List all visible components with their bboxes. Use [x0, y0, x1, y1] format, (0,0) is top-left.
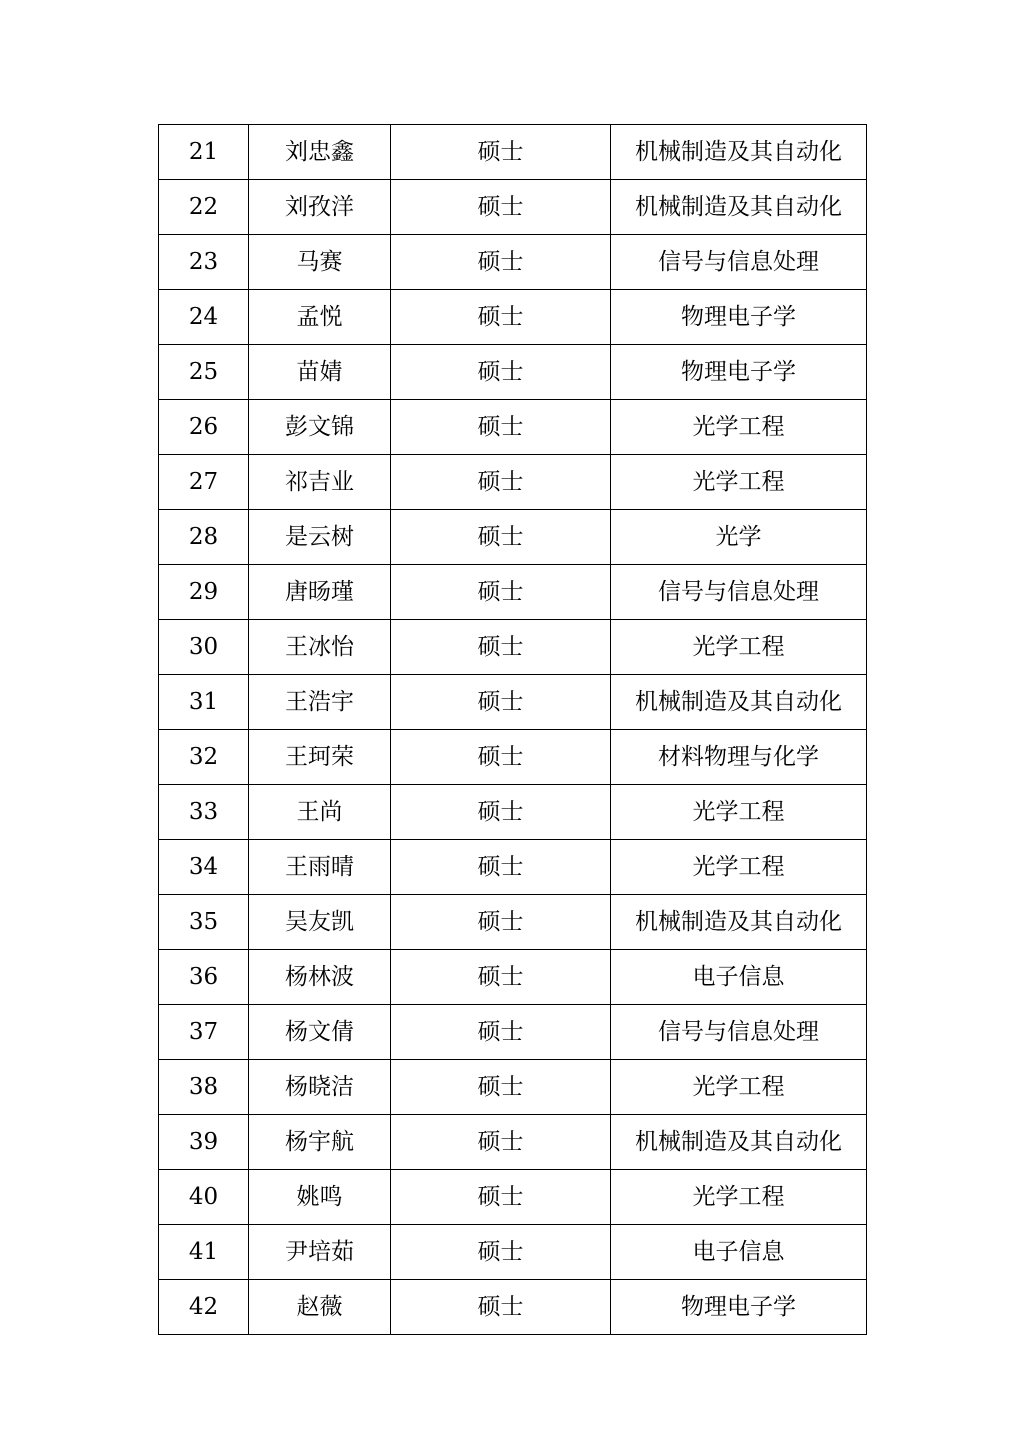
table-row: [159, 620, 867, 675]
table-row: [159, 235, 867, 290]
major-cell: 光学: [611, 510, 867, 565]
row-number-cell: 23: [159, 235, 249, 290]
table-row: [159, 895, 867, 950]
row-number-cell: 28: [159, 510, 249, 565]
name-cell: 马赛: [249, 235, 391, 290]
name-cell: 杨文倩: [249, 1005, 391, 1060]
major-cell: 信号与信息处理: [611, 235, 867, 290]
major-cell: 电子信息: [611, 1225, 867, 1280]
degree-cell: 硕士: [391, 675, 611, 730]
table-row: [159, 840, 867, 895]
name-cell: 杨宇航: [249, 1115, 391, 1170]
name-cell: 姚鸣: [249, 1170, 391, 1225]
name-cell: 王尚: [249, 785, 391, 840]
table-row: [159, 1115, 867, 1170]
degree-cell: 硕士: [391, 1005, 611, 1060]
table-row: [159, 455, 867, 510]
row-number-cell: 34: [159, 840, 249, 895]
degree-cell: 硕士: [391, 1060, 611, 1115]
major-cell: 机械制造及其自动化: [611, 180, 867, 235]
name-cell: 孟悦: [249, 290, 391, 345]
row-number-cell: 26: [159, 400, 249, 455]
table-row: [159, 1280, 867, 1335]
table-row: [159, 510, 867, 565]
name-cell: 唐旸瑾: [249, 565, 391, 620]
roster-table-body: [159, 125, 867, 1335]
table-row: [159, 1225, 867, 1280]
table-row: [159, 730, 867, 785]
row-number-cell: 36: [159, 950, 249, 1005]
table-row: [159, 180, 867, 235]
row-number-cell: 27: [159, 455, 249, 510]
degree-cell: 硕士: [391, 235, 611, 290]
degree-cell: 硕士: [391, 1225, 611, 1280]
degree-cell: 硕士: [391, 125, 611, 180]
major-cell: 信号与信息处理: [611, 565, 867, 620]
major-cell: 光学工程: [611, 1170, 867, 1225]
degree-cell: 硕士: [391, 730, 611, 785]
major-cell: 光学工程: [611, 1060, 867, 1115]
row-number-cell: 25: [159, 345, 249, 400]
row-number-cell: 39: [159, 1115, 249, 1170]
name-cell: 刘孜洋: [249, 180, 391, 235]
roster-table: [158, 124, 867, 1335]
name-cell: 刘忠鑫: [249, 125, 391, 180]
table-row: [159, 950, 867, 1005]
degree-cell: 硕士: [391, 1280, 611, 1335]
name-cell: 吴友凯: [249, 895, 391, 950]
degree-cell: 硕士: [391, 400, 611, 455]
major-cell: 信号与信息处理: [611, 1005, 867, 1060]
name-cell: 王珂荣: [249, 730, 391, 785]
row-number-cell: 35: [159, 895, 249, 950]
row-number-cell: 38: [159, 1060, 249, 1115]
table-row: [159, 565, 867, 620]
name-cell: 王雨晴: [249, 840, 391, 895]
table-row: [159, 1005, 867, 1060]
degree-cell: 硕士: [391, 290, 611, 345]
degree-cell: 硕士: [391, 785, 611, 840]
name-cell: 苗婧: [249, 345, 391, 400]
major-cell: 机械制造及其自动化: [611, 895, 867, 950]
name-cell: 尹培茹: [249, 1225, 391, 1280]
row-number-cell: 21: [159, 125, 249, 180]
name-cell: 杨晓洁: [249, 1060, 391, 1115]
name-cell: 王冰怡: [249, 620, 391, 675]
table-row: [159, 400, 867, 455]
name-cell: 王浩宇: [249, 675, 391, 730]
degree-cell: 硕士: [391, 895, 611, 950]
major-cell: 材料物理与化学: [611, 730, 867, 785]
major-cell: 光学工程: [611, 620, 867, 675]
row-number-cell: 24: [159, 290, 249, 345]
degree-cell: 硕士: [391, 950, 611, 1005]
row-number-cell: 32: [159, 730, 249, 785]
table-row: [159, 125, 867, 180]
major-cell: 光学工程: [611, 455, 867, 510]
degree-cell: 硕士: [391, 840, 611, 895]
row-number-cell: 30: [159, 620, 249, 675]
degree-cell: 硕士: [391, 1115, 611, 1170]
row-number-cell: 41: [159, 1225, 249, 1280]
name-cell: 是云树: [249, 510, 391, 565]
row-number-cell: 37: [159, 1005, 249, 1060]
name-cell: 祁吉业: [249, 455, 391, 510]
degree-cell: 硕士: [391, 510, 611, 565]
row-number-cell: 42: [159, 1280, 249, 1335]
major-cell: 物理电子学: [611, 345, 867, 400]
major-cell: 机械制造及其自动化: [611, 1115, 867, 1170]
major-cell: 光学工程: [611, 785, 867, 840]
table-row: [159, 785, 867, 840]
major-cell: 光学工程: [611, 400, 867, 455]
degree-cell: 硕士: [391, 565, 611, 620]
table-row: [159, 675, 867, 730]
row-number-cell: 31: [159, 675, 249, 730]
degree-cell: 硕士: [391, 620, 611, 675]
name-cell: 杨林波: [249, 950, 391, 1005]
major-cell: 物理电子学: [611, 290, 867, 345]
name-cell: 赵薇: [249, 1280, 391, 1335]
degree-cell: 硕士: [391, 345, 611, 400]
major-cell: 机械制造及其自动化: [611, 125, 867, 180]
table-row: [159, 1060, 867, 1115]
major-cell: 光学工程: [611, 840, 867, 895]
degree-cell: 硕士: [391, 180, 611, 235]
table-row: [159, 290, 867, 345]
degree-cell: 硕士: [391, 1170, 611, 1225]
degree-cell: 硕士: [391, 455, 611, 510]
row-number-cell: 22: [159, 180, 249, 235]
major-cell: 物理电子学: [611, 1280, 867, 1335]
table-row: [159, 345, 867, 400]
table-row: [159, 1170, 867, 1225]
major-cell: 电子信息: [611, 950, 867, 1005]
row-number-cell: 33: [159, 785, 249, 840]
name-cell: 彭文锦: [249, 400, 391, 455]
row-number-cell: 29: [159, 565, 249, 620]
major-cell: 机械制造及其自动化: [611, 675, 867, 730]
row-number-cell: 40: [159, 1170, 249, 1225]
